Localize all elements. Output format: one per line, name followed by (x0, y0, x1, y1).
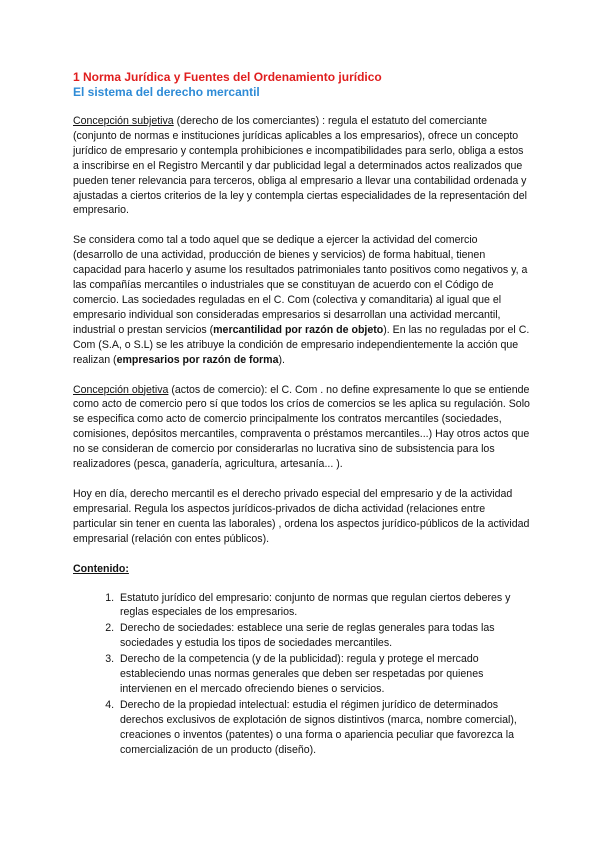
document-subtitle: El sistema del derecho mercantil (73, 85, 260, 99)
objective-concept-text: (actos de comercio): el C. Com . no define expresamente lo que se entiende como acto de comercio pero sí que todos los críos de comercios se les aplica su regulación. Solo se especifica como acto de comercio principalmente los contratos mercantiles (sociedades, comisiones, depósitos mercantiles, compraventa o préstamos mercantiles...) Hay otros actos que no se consideran de comercio por considerarlas no lucrativa sino de subsistencia para los realizadores (pesca, ganadería, agricultura, artesanía... ). (73, 383, 530, 471)
list-item: 3. Derecho de la competencia (y de la publicidad): regula y protege el mercado estableciendo unas normas generales que deben ser respetadas por quienes intervienen en el mercado ofreciendo bienes o servicios. (117, 652, 530, 697)
list-item: 1. Estatuto jurídico del empresario: conjunto de normas que regulan ciertos deberes y reglas especiales de los empresarios. (117, 591, 530, 621)
contents-heading: Contenido: (73, 562, 129, 575)
merchant-definition-bold-form: empresarios por razón de forma (116, 353, 279, 366)
contents-list (73, 591, 530, 758)
paragraph-objective-concept (73, 383, 530, 472)
merchant-definition-text-1: Se considera como tal a todo aquel que se dedique a ejercer la actividad del comercio (desarrollo de una actividad, producción de bienes y servicios) de forma habitual, tienen capacidad para hacerlo y asume los resultados patrimoniales tanto positivos como negativos y, a las compañías mercantiles o industriales que se constituyan de acuerdo con el Código de comercio. Las sociedades reguladas en el C. Com (colectiva y comanditaria) al igual que el empresario individual son consideradas empresarios si desarrollan una actividad mercantil, industrial o prestan servicios ( (73, 234, 528, 336)
merchant-definition-bold-object: mercantilidad por razón de objeto (213, 323, 384, 336)
document-title: 1 Norma Jurídica y Fuentes del Ordenamiento jurídico (73, 70, 382, 84)
paragraph-subjective-concept (73, 114, 530, 218)
list-item: 2. Derecho de sociedades: establece una serie de reglas generales para todas las sociedades y estudia los tipos de sociedades mercantiles. (117, 621, 530, 651)
subjective-concept-term: Concepción subjetiva (73, 115, 174, 127)
paragraph-current-definition: Hoy en día, derecho mercantil es el derecho privado especial del empresario y de la actividad empresarial. Regula los aspectos jurídicos-privados de dicha actividad (relaciones entre particular sin tener en cuenta las laborales) , ordena los aspectos jurídico-públicos de la actividad empresarial (relación con entes públicos). (73, 487, 530, 545)
paragraph-merchant-definition (73, 233, 530, 367)
merchant-definition-text-2: ). En las no reguladas por el C. Com (S.A, o S.L) se les atribuye la condición de empresario independientemente la acción que realizan ( (73, 323, 530, 366)
merchant-definition-text-3: ). (278, 353, 285, 366)
list-item: 4. Derecho de la propiedad intelectual: estudia el régimen jurídico de determinados derechos exclusivos de explotación de signos distintivos (marca, nombre comercial), creaciones o inventos (patentes) o una forma o apariencia peculiar que favorezca la comercialización de un producto (diseño). (117, 698, 530, 758)
objective-concept-term: Concepción objetiva (73, 383, 169, 396)
subjective-concept-text: (derecho de los comerciantes) : regula el estatuto del comerciante (conjunto de normas e instituciones jurídicas aplicables a los empresarios), ofrece un concepto jurídico de empresario y contempla prohibiciones e incompatibilidades para serlo, obliga a estos a inscribirse en el Registro Mercantil y dar publicidad legal a determinados actos realizados que pueden tener relevancia para terceros, obliga al empresario a llevar una contabilidad ordenada y ajustadas a ciertos criterios de la ley y contempla ciertas especialidades de la representación del empresario. (73, 115, 528, 217)
